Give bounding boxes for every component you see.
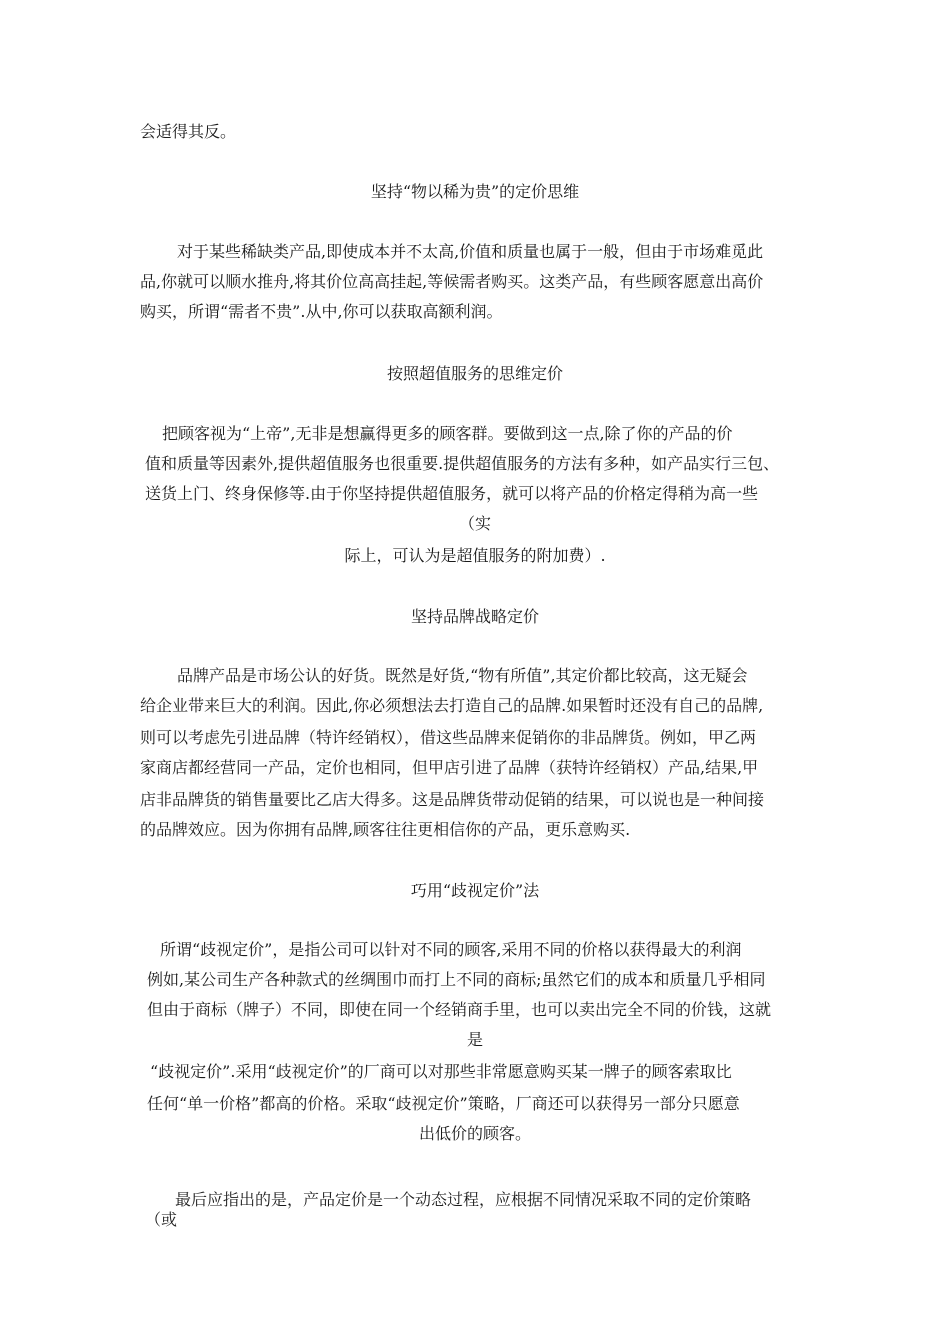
paragraph-line: 是 — [466, 1030, 483, 1049]
paragraph-line: （实 — [458, 514, 491, 533]
paragraph-line: 品,你就可以顺水推舟,将其价位高高挂起,等候需者购买。这类产品，有些顾客愿意出高价 — [140, 272, 764, 291]
section-heading: 坚持“物以稀为贵”的定价思维 — [370, 182, 580, 201]
paragraph-line: 店非品牌货的销售量要比乙店大得多。这是品牌货带动促销的结果，可以说也是一种间接 — [140, 790, 765, 809]
paragraph-line: 所谓“歧视定价”，是指公司可以针对不同的顾客,采用不同的价格以获得最大的利润 — [160, 940, 742, 959]
paragraph-line: 品牌产品是市场公认的好货。既然是好货,“物有所值”,其定价都比较高，这无疑会 — [177, 666, 748, 685]
paragraph-line: 例如,某公司生产各种款式的丝绸围巾而打上不同的商标;虽然它们的成本和质量几乎相同 — [147, 970, 766, 989]
paragraph-line: 出低价的顾客。 — [418, 1124, 531, 1143]
paragraph-line: 值和质量等因素外,提供超值服务也很重要.提供超值服务的方法有多种，如产品实行三包、 — [145, 454, 780, 473]
paragraph-line: 购买，所谓“需者不贵”.从中,你可以获取高额利润。 — [140, 302, 503, 321]
section-heading: 坚持品牌战略定价 — [410, 607, 539, 626]
paragraph-line: 的品牌效应。因为你拥有品牌,顾客往往更相信你的产品，更乐意购买. — [140, 820, 631, 839]
paragraph-line: 家商店都经营同一产品，定价也相同，但甲店引进了品牌（获特许经销权）产品,结果,甲 — [140, 758, 759, 777]
paragraph-line: 给企业带来巨大的利润。因此,你必须想法去打造自己的品牌.如果暂时还没有自己的品牌, — [140, 696, 764, 715]
paragraph-line: 际上，可认为是超值服务的附加费）. — [344, 546, 606, 565]
paragraph-line: 任何“单一价格”都高的价格。采取“歧视定价”策略，厂商还可以获得另一部分只愿意 — [147, 1094, 740, 1113]
paragraph-line: （或 — [145, 1210, 178, 1229]
paragraph-line: 对于某些稀缺类产品,即使成本并不太高,价值和质量也属于一般，但由于市场难觅此 — [177, 242, 764, 261]
section-heading: 巧用“歧视定价”法 — [410, 881, 540, 900]
paragraph-line: 则可以考虑先引进品牌（特许经销权），借这些品牌来促销你的非品牌货。例如，甲乙两 — [140, 728, 757, 747]
paragraph-line: “歧视定价”.采用“歧视定价”的厂商可以对那些非常愿意购买某一牌子的顾客索取比 — [150, 1062, 732, 1081]
paragraph-line: 把顾客视为“上帝”,无非是想赢得更多的顾客群。要做到这一点,除了你的产品的价 — [162, 424, 733, 443]
paragraph-line: 送货上门、终身保修等.由于你坚持提供超值服务，就可以将产品的价格定得稍为高一些 — [145, 484, 759, 503]
paragraph-line: 会适得其反。 — [140, 122, 237, 141]
section-heading: 按照超值服务的思维定价 — [386, 364, 563, 383]
paragraph-line: 最后应指出的是，产品定价是一个动态过程，应根据不同情况采取不同的定价策略 — [175, 1190, 752, 1209]
paragraph-line: 但由于商标（牌子）不同，即使在同一个经销商手里，也可以卖出完全不同的价钱，这就 — [147, 1000, 772, 1019]
